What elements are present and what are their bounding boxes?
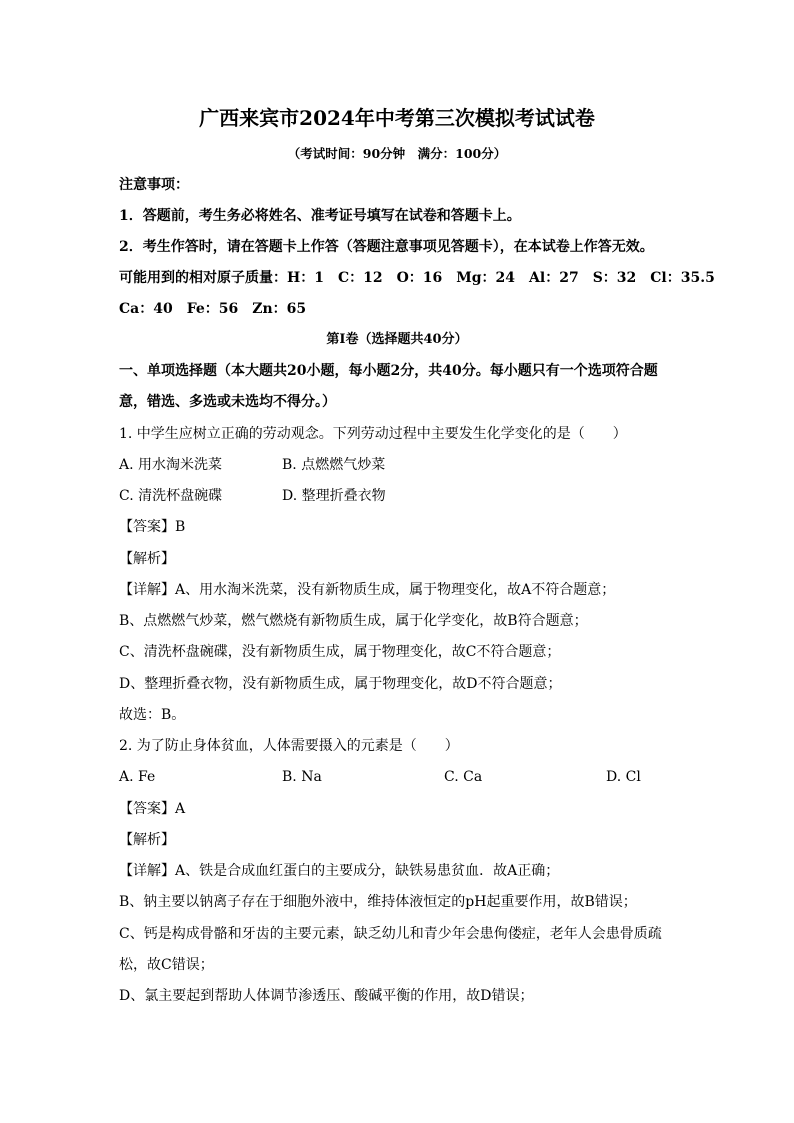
part-title: 第I卷（选择题共40分）	[326, 332, 468, 347]
q2-detail-1: 【详解】A、铁是合成血红蛋白的主要成分，缺铁易患贫血．故A正确；	[119, 863, 560, 879]
atomic-mass-line-1: 可能用到的相对原子质量：H：1 C：12 O：16 Mg：24 Al：27 S：32 Cl：35.5	[119, 270, 715, 286]
notes-item-2: 2．考生作答时，请在答题卡上作答（答题注意事项见答题卡），在本试卷上作答无效。	[119, 239, 654, 255]
notes-item-1: 1．答题前，考生务必将姓名、准考证号填写在试卷和答题卡上。	[119, 208, 521, 224]
q1-conclusion: 故选：B。	[119, 707, 186, 723]
q2-stem: 2. 为了防止身体贫血，人体需要摄入的元素是（ ）	[119, 738, 459, 754]
q1-option-d: D. 整理折叠衣物	[282, 488, 386, 504]
q2-option-b: B. Na	[282, 769, 322, 785]
q1-detail-3: C、清洗杯盘碗碟，没有新物质生成，属于物理变化，故C不符合题意；	[119, 644, 561, 660]
section-heading-line-1: 一、单项选择题（本大题共20小题，每小题2分，共40分。每小题只有一个选项符合题	[119, 363, 658, 379]
q1-option-b: B. 点燃燃气炒菜	[282, 457, 386, 473]
exam-subtitle: （考试时间：90分钟 满分：100分）	[287, 146, 507, 161]
atomic-mass-line-2: Ca：40 Fe：56 Zn：65	[119, 301, 307, 317]
q2-option-c: C. Ca	[444, 769, 483, 785]
notes-heading: 注意事项：	[119, 177, 189, 193]
q2-option-d: D. Cl	[606, 769, 641, 785]
q1-answer: 【答案】B	[119, 519, 186, 535]
q1-detail-4: D、整理折叠衣物，没有新物质生成，属于物理变化，故D不符合题意；	[119, 676, 562, 692]
q2-detail-3b: 松，故C错误；	[119, 957, 214, 973]
exam-title: 广西来宾市2024年中考第三次模拟考试试卷	[199, 106, 595, 130]
q2-analysis-label: 【解析】	[119, 832, 175, 848]
q1-stem: 1. 中学生应树立正确的劳动观念。下列劳动过程中主要发生化学变化的是（ ）	[119, 426, 627, 442]
q1-option-c: C. 清洗杯盘碗碟	[119, 488, 223, 504]
section-heading-line-2: 意，错选、多选或未选均不得分。）	[119, 394, 336, 410]
q2-detail-4: D、氯主要起到帮助人体调节渗透压、酸碱平衡的作用，故D错误；	[119, 988, 534, 1004]
q1-analysis-label: 【解析】	[119, 551, 175, 567]
q2-detail-2: B、钠主要以钠离子存在于细胞外液中，维持体液恒定的pH起重要作用，故B错误；	[119, 894, 637, 910]
q2-answer: 【答案】A	[119, 801, 186, 817]
q1-option-a: A. 用水淘米洗菜	[119, 457, 223, 473]
q2-detail-3a: C、钙是构成骨骼和牙齿的主要元素，缺乏幼儿和青少年会患佝偻症，老年人会患骨质疏	[119, 926, 662, 942]
q1-detail-2: B、点燃燃气炒菜，燃气燃烧有新物质生成，属于化学变化，故B符合题意；	[119, 613, 588, 629]
q1-detail-1: 【详解】A、用水淘米洗菜，没有新物质生成，属于物理变化，故A不符合题意；	[119, 582, 616, 598]
q2-option-a: A. Fe	[119, 769, 156, 785]
